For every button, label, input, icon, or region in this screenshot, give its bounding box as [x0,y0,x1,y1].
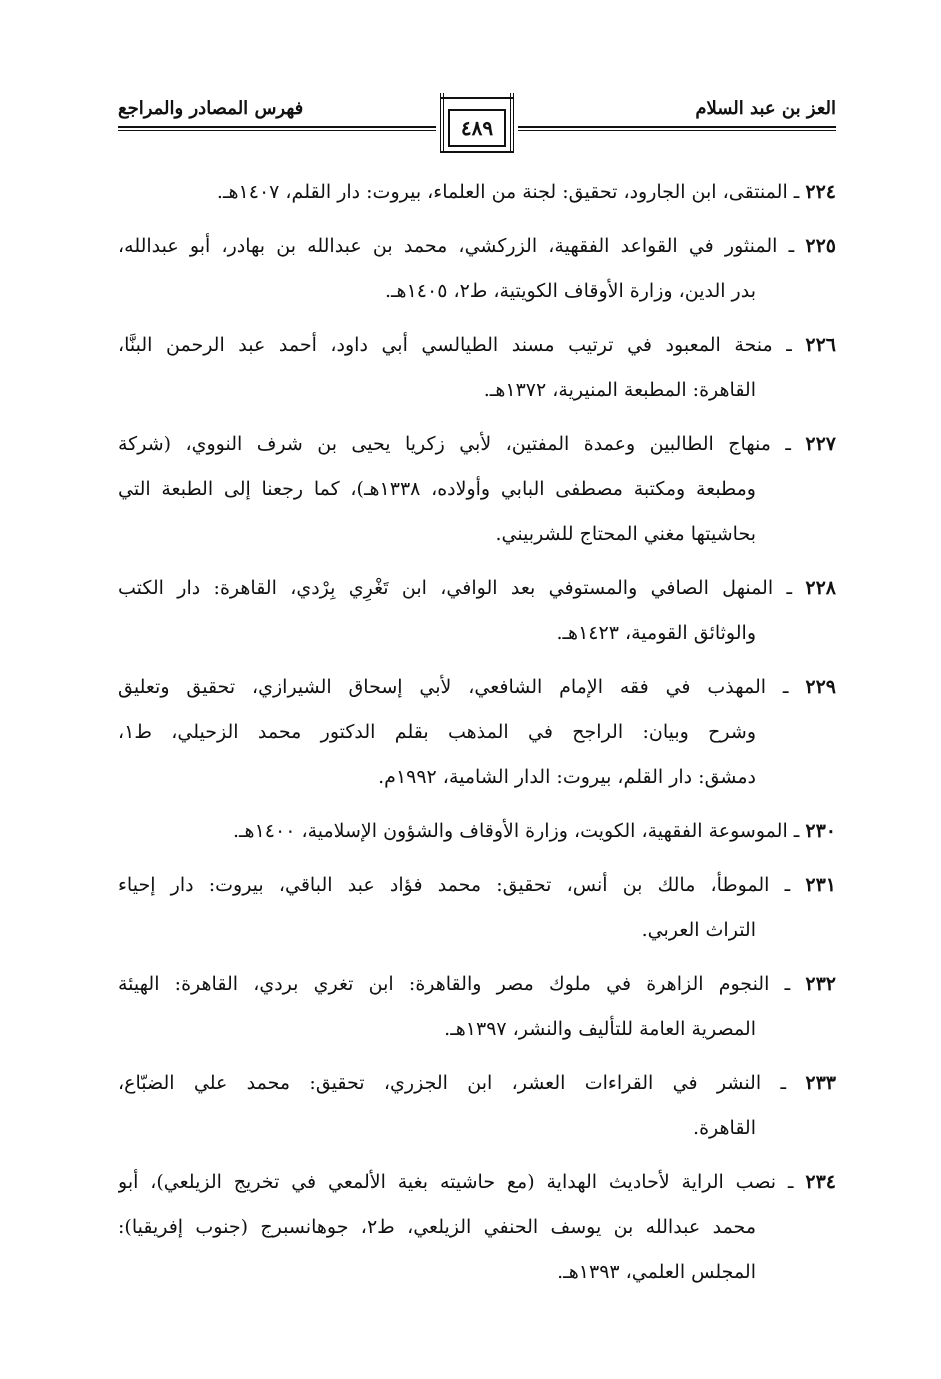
book-title: العز بن عبد السلام [695,98,836,119]
entry-number: ٢٢٦ [805,334,836,356]
bibliography-entry [118,323,836,413]
entry-text: ـ منهاج الطالبين وعمدة المفتين، لأبي زكريا يحيى بن شرف النووي، (شركة [118,433,791,455]
entry-line [118,323,836,368]
bibliography-entry [118,566,836,656]
entry-line [118,422,836,467]
entry-continuation-line: بحاشيتها مغني المحتاج للشربيني. [495,523,756,545]
entry-continuation-line: وشرح وبيان: الراجح في المذهب بقلم الدكتور محمد الزحيلي، ط١، [118,721,756,743]
entry-continuation-line: التراث العربي. [641,919,756,941]
bibliography-list [118,170,836,1304]
bibliography-entry [118,863,836,953]
entry-line [118,863,836,908]
entry-text: ـ الموسوعة الفقهية، الكويت، وزارة الأوقاف والشؤون الإسلامية، ١٤٠٠هـ. [232,820,800,842]
entry-continuation-line: بدر الدين، وزارة الأوقاف الكويتية، ط٢، ١٤٠٥هـ. [384,280,756,302]
entry-line [118,1061,836,1106]
entry-number: ٢٢٩ [805,676,836,698]
header-rule-right [518,126,836,128]
bibliography-entry [118,962,836,1052]
entry-number: ٢٣٤ [805,1171,836,1193]
entry-text: ـ المهذب في فقه الإمام الشافعي، لأبي إسحاق الشيرازي، تحقيق وتعليق [118,676,789,698]
entry-text: ـ منحة المعبود في ترتيب مسند الطيالسي أبي داود، أحمد عبد الرحمن البنَّا، [118,334,792,356]
entry-number: ٢٢٤ [805,181,836,203]
frame-cap-bottom [440,151,514,153]
entry-number: ٢٣١ [805,874,836,896]
page-number: ٤٨٩ [460,116,494,140]
running-header [118,93,836,155]
entry-continuation-line: ومطبعة ومكتبة مصطفى البابي وأولاده، ١٣٣٨هـ)، كما رجعنا إلى الطبعة التي [118,478,756,500]
entry-number: ٢٢٧ [805,433,836,455]
entry-continuation-line: والوثائق القومية، ١٤٢٣هـ. [556,622,756,644]
bibliography-entry [118,665,836,800]
entry-text: ـ المنهل الصافي والمستوفي بعد الوافي، ابن تَغْرِي بِرْدي، القاهرة: دار الكتب [118,577,793,599]
entry-line [118,665,836,710]
entry-line [118,809,836,854]
page-number-frame [440,93,514,153]
entry-text: ـ نصب الراية لأحاديث الهداية (مع حاشيته بغية الألمعي في تخريج الزيلعي)، أبو [118,1171,794,1193]
bibliography-entry [118,170,836,215]
bibliography-entry [118,1061,836,1151]
entry-text: ـ النجوم الزاهرة في ملوك مصر والقاهرة: ابن تغري بردي، القاهرة: الهيئة [118,973,791,995]
entry-line [118,962,836,1007]
entry-number: ٢٣٠ [805,820,836,842]
bibliography-entry [118,422,836,557]
entry-text: ـ النشر في القراءات العشر، ابن الجزري، تحقيق: محمد علي الضبّاع، [118,1072,787,1094]
header-rule-left [118,126,436,128]
entry-text: ـ المنتقى، ابن الجارود، تحقيق: لجنة من العلماء، بيروت: دار القلم، ١٤٠٧هـ. [216,181,800,203]
entry-continuation-line: القاهرة. [693,1117,756,1139]
entry-text: ـ المنثور في القواعد الفقهية، الزركشي، محمد بن عبدالله بن بهادر، أبو عبدالله، [118,235,795,257]
entry-line [118,566,836,611]
frame-cap-top [440,97,514,99]
entry-number: ٢٢٥ [805,235,836,257]
entry-line [118,224,836,269]
entry-continuation-line: محمد عبدالله بن يوسف الحنفي الزيلعي، ط٢، جوهانسبرج (جنوب إفريقيا): [118,1216,756,1238]
entry-line [118,170,836,215]
entry-number: ٢٣٣ [805,1072,836,1094]
bibliography-entry [118,224,836,314]
page-number-inner-box [448,109,506,147]
entry-text: ـ الموطأ، مالك بن أنس، تحقيق: محمد فؤاد عبد الباقي، بيروت: دار إحياء [118,874,791,896]
entry-continuation-line: المصرية العامة للتأليف والنشر، ١٣٩٧هـ. [444,1018,756,1040]
entry-continuation-line: دمشق: دار القلم، بيروت: الدار الشامية، ١٩٩٢م. [378,766,756,788]
entry-continuation-line: القاهرة: المطبعة المنيرية، ١٣٧٢هـ. [483,379,756,401]
bibliography-entry [118,809,836,854]
entry-number: ٢٢٨ [805,577,836,599]
entry-line [118,1160,836,1205]
entry-continuation-line: المجلس العلمي، ١٣٩٣هـ. [557,1261,756,1283]
bibliography-entry [118,1160,836,1295]
section-title: فهرس المصادر والمراجع [118,98,304,119]
entry-number: ٢٣٢ [805,973,836,995]
